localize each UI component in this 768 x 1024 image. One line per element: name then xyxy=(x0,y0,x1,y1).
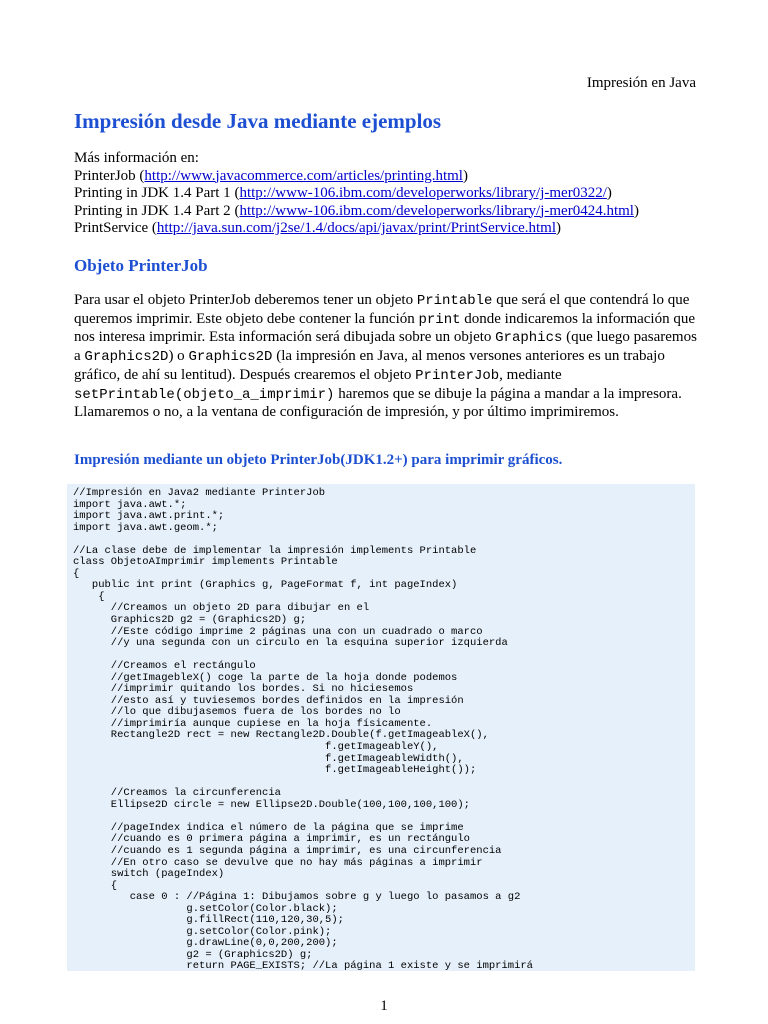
reference-label: PrintService xyxy=(74,220,149,236)
code-line: class ObjetoAImprimir implements Printable xyxy=(73,556,338,569)
reference-label: PrinterJob xyxy=(74,167,136,184)
code-line: case 0 : //Página 1: Dibujamos sobre g y luego lo pasamos a g2 xyxy=(73,891,521,904)
reference-link[interactable]: http://java.sun.com/j2se/1.4/docs/api/javax/print/PrintService.html xyxy=(156,220,557,236)
code-line: g.fillRect(110,120,30,5); xyxy=(73,914,344,927)
inline-code: Graphics2D xyxy=(188,349,273,366)
code-line: { xyxy=(73,879,118,892)
paragraph-text: haremos que se dibuje la página a mandar a la impresora. Llamaremos o no, a la ventana de configuración de impresión, y por último imprimiremos. xyxy=(74,385,682,421)
code-line: //cuando es 1 segunda página a imprimir, es una circunferencia xyxy=(73,844,502,857)
inline-code: print xyxy=(418,311,461,328)
code-line: //esto así y tuviesemos bordes definidos en la impresión xyxy=(73,694,464,707)
inline-code: PrinterJob xyxy=(415,367,500,384)
code-line: switch (pageIndex) xyxy=(73,868,225,881)
reference-line: Printing in JDK 1.4 Part 1 (http://www-106.ibm.com/developerworks/library/j-mer0322/) xyxy=(74,185,612,201)
subsection-heading: Impresión mediante un objeto PrinterJob(JDK1.2+) para imprimir gráficos. xyxy=(74,452,563,468)
paragraph-text: (que luego pasaremos a xyxy=(74,329,697,365)
paragraph-text: que será el que contendrá lo que queremos imprimir. Este objeto debe contener la función xyxy=(74,292,690,327)
code-line: //Creamos el rectángulo xyxy=(73,660,256,673)
code-line: { xyxy=(73,590,105,603)
paragraph-text: (la impresión en Java, al menos versones anteriores es un trabajo gráfico, de ahí su lentitud). Después crearemos el objeto xyxy=(74,348,665,383)
code-line: import java.awt.*; xyxy=(73,498,187,511)
inline-code: setPrintable(objeto_a_imprimir) xyxy=(74,386,335,403)
code-line: //Creamos la circunferencia xyxy=(73,787,281,800)
code-line: //imprimiría aunque cupiese en la hoja físicamente. xyxy=(73,717,433,730)
running-header: Impresión en Java xyxy=(586,75,696,91)
code-line: return PAGE_EXISTS; //La página 1 existe y se imprimirá xyxy=(73,960,533,971)
code-line: { xyxy=(73,567,80,580)
section-heading: Objeto PrinterJob xyxy=(74,256,208,275)
code-line: //Impresión en Java2 mediante PrinterJob xyxy=(73,487,326,499)
code-line: Graphics2D g2 = (Graphics2D) g; xyxy=(73,614,307,627)
more-info-intro: Más información en: xyxy=(74,150,199,166)
code-line: f.getImageableWidth(), xyxy=(73,752,464,765)
page-number: 1 xyxy=(380,998,388,1014)
code-line: //lo que dibujasemos fuera de los bordes no lo xyxy=(73,706,401,719)
code-line: f.getImageableHeight()); xyxy=(73,764,477,777)
code-line: import java.awt.print.*; xyxy=(73,510,225,523)
inline-code: Graphics xyxy=(495,330,563,347)
code-line xyxy=(73,534,695,546)
more-info-block xyxy=(74,150,639,238)
code-listing xyxy=(67,484,695,971)
paragraph-text: ) o xyxy=(168,348,189,365)
code-line: //La clase debe de implementar la impresión implements Printable xyxy=(73,544,477,557)
code-line: Rectangle2D rect = new Rectangle2D.Double(f.getImageableX(), xyxy=(73,729,489,742)
code-line: Ellipse2D circle = new Ellipse2D.Double(100,100,100,100); xyxy=(73,798,470,811)
code-line: g.setColor(Color.black); xyxy=(73,902,338,915)
code-line: g2 = (Graphics2D) g; xyxy=(73,948,313,961)
document-title: Impresión desde Java mediante ejemplos xyxy=(74,109,442,133)
reference-line: Printing in JDK 1.4 Part 2 (http://www-106.ibm.com/developerworks/library/j-mer0424.html) xyxy=(74,202,639,219)
reference-line: PrinterJob (http://www.javacommerce.com/articles/printing.html) xyxy=(74,167,468,184)
code-line: //pageIndex indica el número de la página que se imprime xyxy=(73,821,464,834)
code-line: //Este código imprime 2 páginas una con un cuadrado o marco xyxy=(73,625,483,638)
reference-label: Printing in JDK 1.4 Part 2 xyxy=(74,202,231,219)
code-line: g.setColor(Color.pink); xyxy=(73,925,332,938)
inline-code: Graphics2D xyxy=(84,349,169,366)
code-line: public int print (Graphics g, PageFormat f, int pageIndex) xyxy=(73,579,458,592)
paragraph-text: , mediante xyxy=(499,366,562,383)
code-line: //imprimir quitando los bordes. Si no hiciesemos xyxy=(73,683,414,696)
reference-label: Printing in JDK 1.4 Part 1 xyxy=(74,185,231,201)
reference-link[interactable]: http://www-106.ibm.com/developerworks/library/j-mer0424.html xyxy=(239,202,634,219)
code-line: import java.awt.geom.*; xyxy=(73,521,218,534)
reference-line: PrintService (http://java.sun.com/j2se/1.4/docs/api/javax/print/PrintService.html) xyxy=(74,220,562,236)
inline-code: Printable xyxy=(416,293,493,309)
code-line: //Creamos un objeto 2D para dibujar en el xyxy=(73,602,370,615)
paragraph-text: donde indicaremos la información que nos interesa imprimir. Esta información será dibujada sobre un objeto xyxy=(74,310,696,346)
paragraph-text: Para usar el objeto PrinterJob deberemos tener un objeto xyxy=(74,292,417,308)
code-line: //y una segunda con un circulo en la esquina superior izquierda xyxy=(73,637,508,650)
code-line: f.getImageableY(), xyxy=(73,741,439,754)
reference-link[interactable]: http://www.javacommerce.com/articles/printing.html xyxy=(144,167,463,184)
code-line: //En otro caso se devulve que no hay más páginas a imprimir xyxy=(73,856,483,869)
section-paragraph xyxy=(74,292,700,422)
code-line: g.drawLine(0,0,200,200); xyxy=(73,937,338,950)
code-line: //cuando es 0 primera página a imprimir, es un rectángulo xyxy=(73,833,470,846)
code-line: //getImagebleX() coge la parte de la hoja donde podemos xyxy=(73,671,458,684)
reference-link[interactable]: http://www-106.ibm.com/developerworks/library/j-mer0322/ xyxy=(239,185,607,201)
